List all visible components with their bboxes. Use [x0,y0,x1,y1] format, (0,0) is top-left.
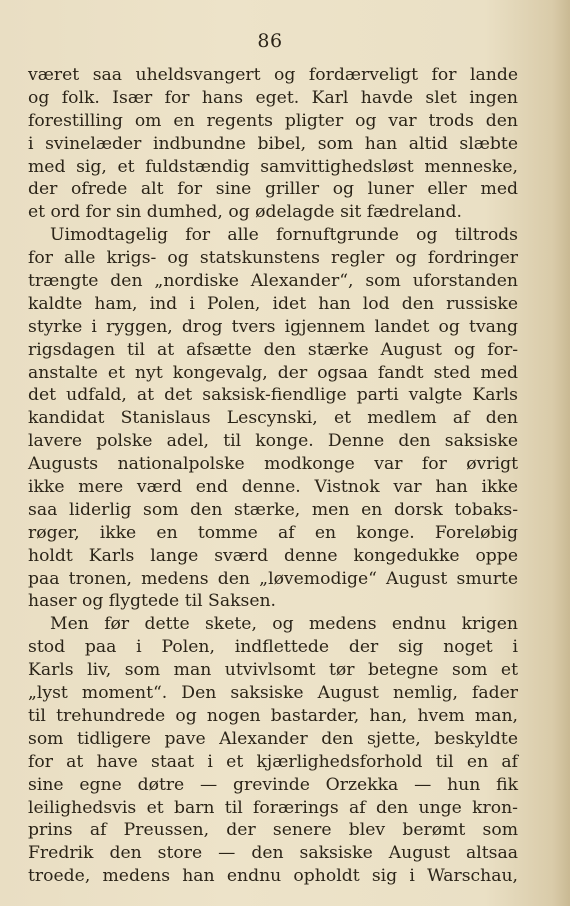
text-line: ikke mere værd end denne. Vistnok var han ikke [28,477,518,498]
text-line: trængte den „nordiske Alexander“, som uforstanden [28,271,518,292]
text-line: Men før dette skete, og medens endnu krigen [50,614,518,635]
text-line: holdt Karls lange sværd denne kongedukke oppe [28,545,518,566]
text-line: styrke i ryggen, drog tvers igjennem landet og tvang [28,316,518,337]
text-line: for at have staat i et kjærlighedsforhold til en af [28,751,518,772]
text-line: lavere polske adel, til konge. Denne den saksiske [28,431,518,452]
text-line: det udfald, at det saksisk-fiendlige parti valgte Karls [28,385,518,406]
text-line: rigsdagen til at afsætte den stærke August og for- [28,339,518,360]
text-line: røger, ikke en tomme af en konge. Foreløbig [28,522,518,543]
text-line: paa tronen, medens den „løvemodige“ August smurte [28,568,518,589]
text-line: forestilling om en regents pligter og var trods den [28,110,518,131]
text-line: været saa uheldsvangert og fordærveligt for lande [28,65,518,85]
text-line: Karls liv, som man utvivlsomt tør betegne som et [28,660,518,681]
text-line: Fredrik den store — den saksiske August altsaa [28,843,518,864]
text-line: anstalte et nyt kongevalg, der ogsaa fandt sted med [28,362,518,383]
text-line: „lyst moment“. Den saksiske August nemlig, fader [28,683,518,704]
text-line: kandidat Stanislaus Lescynski, et medlem af den [28,408,518,429]
text-line: som tidligere pave Alexander den sjette, beskyldte [28,728,518,749]
text-line: der ofrede alt for sine griller og luner eller med [28,179,518,200]
text-line: Augusts nationalpolske modkonge var for øvrigt [28,454,518,475]
text-line: med sig, et fuldstændig samvittighedsløst menneske, [28,156,518,177]
text-line: til trehundrede og nogen bastarder, han, hvem man, [28,705,518,726]
text-line: saa liderlig som den stærke, men en dorsk tobaks- [28,499,518,520]
text-line: sine egne døtre — grevinde Orzekka — hun fik [28,774,518,795]
text-line: og folk. Især for hans eget. Karl havde slet ingen [28,87,518,108]
text-line: i svinelæder indbundne bibel, som han altid slæbte [28,133,518,154]
text-line: prins af Preussen, der senere blev berømt som [28,820,518,841]
text-line: troede, medens han endnu opholdt sig i Warschau, [28,866,518,887]
text-line: kaldte ham, ind i Polen, idet han lod den russiske [28,293,518,314]
text-line: et ord for sin dumhed, og ødelagde sit fædreland. [28,202,462,223]
text-line: for alle krigs- og statskunstens regler og fordringer [28,248,518,269]
text-line: haser og flygtede til Saksen. [28,591,277,612]
text-line: leilighedsvis et barn til forærings af den unge kron- [28,797,518,818]
text-line: stod paa i Polen, indflettede der sig noget i [28,637,518,658]
text-line: Uimodtagelig for alle fornuftgrunde og tiltrods [50,225,518,246]
page-number: 86 [257,30,283,52]
body-text [28,64,518,888]
